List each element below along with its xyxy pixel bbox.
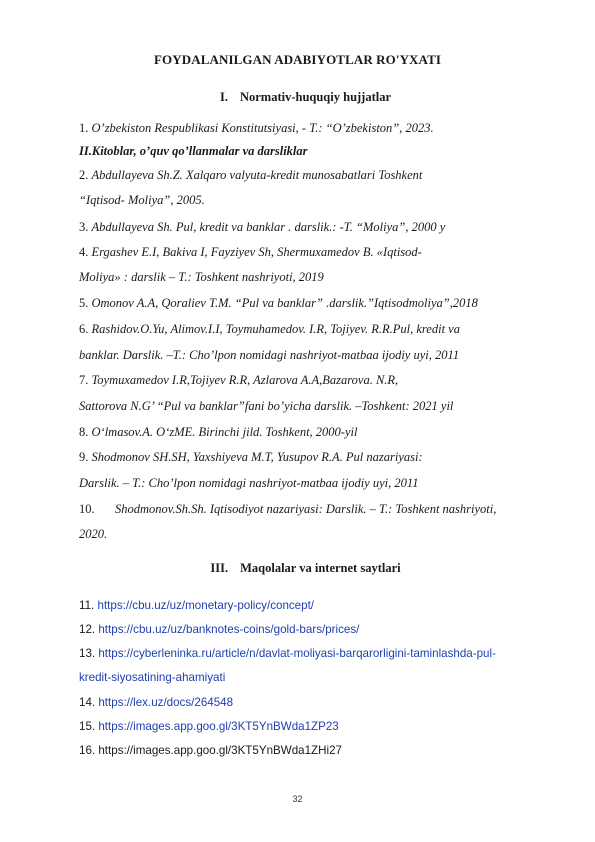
reference-text: Toymuxamedov I.R,Tojiyev R.R, Azlarova A.A,Bazarova. N.R, — [91, 373, 399, 387]
reference-number: 6. — [79, 322, 89, 336]
url-link[interactable]: https://images.app.goo.gl/3KT5YnBWda1ZP23 — [98, 720, 339, 733]
reference-text: Rashidov.O.Yu, Alimov.I.I, Toymuhamedov. I.R, Tojiyev. R.R.Pul, kredit va — [91, 322, 460, 336]
url-text: https://images.app.goo.gl/3KT5YnBWda1ZHi27 — [98, 744, 342, 757]
link-item — [79, 599, 314, 612]
reference-text: Omonov A.A, Qoraliev T.M. “Pul va banklar” .darslik.”Iqtisodmoliya”,2018 — [91, 296, 478, 310]
link-item — [79, 696, 233, 709]
reference-text-continued: Sattorova N.G’ “Pul va banklar”fani bo’yicha darslik. –Toshkent: 2021 yil — [79, 399, 454, 413]
reference-text: Ergashev E.I, Bakiva I, Fayziyev Sh, Shermuxamedov B. «Iqtisod- — [91, 245, 422, 259]
reference-item — [79, 168, 422, 182]
reference-item — [79, 322, 460, 336]
reference-item — [79, 450, 423, 464]
link-number: 13. — [79, 647, 96, 660]
reference-number: 7. — [79, 373, 89, 387]
reference-number: 10. — [79, 502, 95, 516]
section-label: Normativ-huquqiy hujjatlar — [239, 90, 392, 104]
link-number: 14. — [79, 696, 96, 709]
url-link[interactable]: https://cbu.uz/uz/monetary-policy/concept/ — [97, 599, 315, 612]
reference-number: 3. — [79, 220, 89, 234]
page-number: 32 — [292, 794, 303, 804]
section-heading-articles — [8, 561, 595, 576]
section-number: I. — [219, 90, 228, 104]
reference-item — [79, 121, 434, 135]
url-link[interactable]: https://cyberleninka.ru/article/n/davlat-moliyasi-barqarorligini-taminlashda-pul- — [98, 647, 496, 660]
reference-item — [79, 425, 357, 439]
reference-number: 9. — [79, 450, 89, 464]
section-heading-books: II.Kitoblar, o’quv qo’llanmalar va darsliklar — [79, 144, 308, 158]
reference-item — [79, 220, 445, 234]
reference-text: Abdullayeva Sh. Pul, kredit va banklar . darslik.: -T. “Moliya”, 2000 y — [91, 220, 446, 234]
link-item — [79, 720, 339, 733]
link-item — [79, 744, 342, 757]
link-number: 12. — [79, 623, 96, 636]
reference-text: Abdullayeva Sh.Z. Xalqaro valyuta-kredit munosabatlari Toshkent — [91, 168, 423, 182]
reference-text-continued: Darslik. – T.: Cho’lpon nomidagi nashriyot-matbaa ijodiy uyi, 2011 — [79, 476, 419, 490]
reference-text: Shodmonov SH.SH, Yaxshiyeva M.T, Yusupov R.A. Pul nazariyasi: — [91, 450, 423, 464]
url-link-continued[interactable]: kredit-siyosatining-ahamiyati — [79, 671, 226, 684]
reference-item — [79, 296, 478, 310]
url-link[interactable]: https://lex.uz/docs/264548 — [98, 696, 234, 709]
reference-text-continued: “Iqtisod- Moliya”, 2005. — [79, 193, 205, 207]
link-number: 16. — [79, 744, 96, 757]
link-item — [79, 647, 496, 660]
reference-item — [79, 373, 398, 387]
reference-text: O‘lmasov.A. O‘zME. Birinchi jild. Toshkent, 2000-yil — [91, 425, 358, 439]
reference-text: Shodmonov.Sh.Sh. Iqtisodiyot nazariyasi: Darslik. – T.: Toshkent nashriyoti, — [115, 502, 497, 516]
reference-text-continued: Moliya» : darslik – T.: Toshkent nashriyoti, 2019 — [79, 270, 324, 284]
reference-item — [79, 245, 422, 259]
reference-text-continued: 2020. — [79, 527, 108, 541]
section-heading-normative — [8, 90, 595, 105]
link-item-continued — [79, 671, 225, 684]
section-number: III. — [210, 561, 229, 575]
page-title: FOYDALANILGAN ADABIYOTLAR RO'YXATI — [153, 52, 442, 67]
url-link[interactable]: https://cbu.uz/uz/banknotes-coins/gold-bars/prices/ — [98, 623, 360, 636]
section-label: Maqolalar va internet saytlari — [240, 561, 401, 575]
link-item — [79, 623, 359, 636]
reference-text: O’zbekiston Respublikasi Konstitutsiyasi, - T.: “O’zbekiston”, 2023. — [91, 121, 434, 135]
reference-number: 8. — [79, 425, 89, 439]
link-number: 11. — [79, 599, 95, 612]
reference-number: 2. — [79, 168, 89, 182]
reference-item — [79, 502, 496, 516]
reference-number: 1. — [79, 121, 89, 135]
reference-text-continued: banklar. Darslik. –T.: Cho’lpon nomidagi nashriyot-matbaa ijodiy uyi, 2011 — [79, 348, 460, 362]
reference-number: 5. — [79, 296, 89, 310]
link-number: 15. — [79, 720, 96, 733]
reference-number: 4. — [79, 245, 89, 259]
